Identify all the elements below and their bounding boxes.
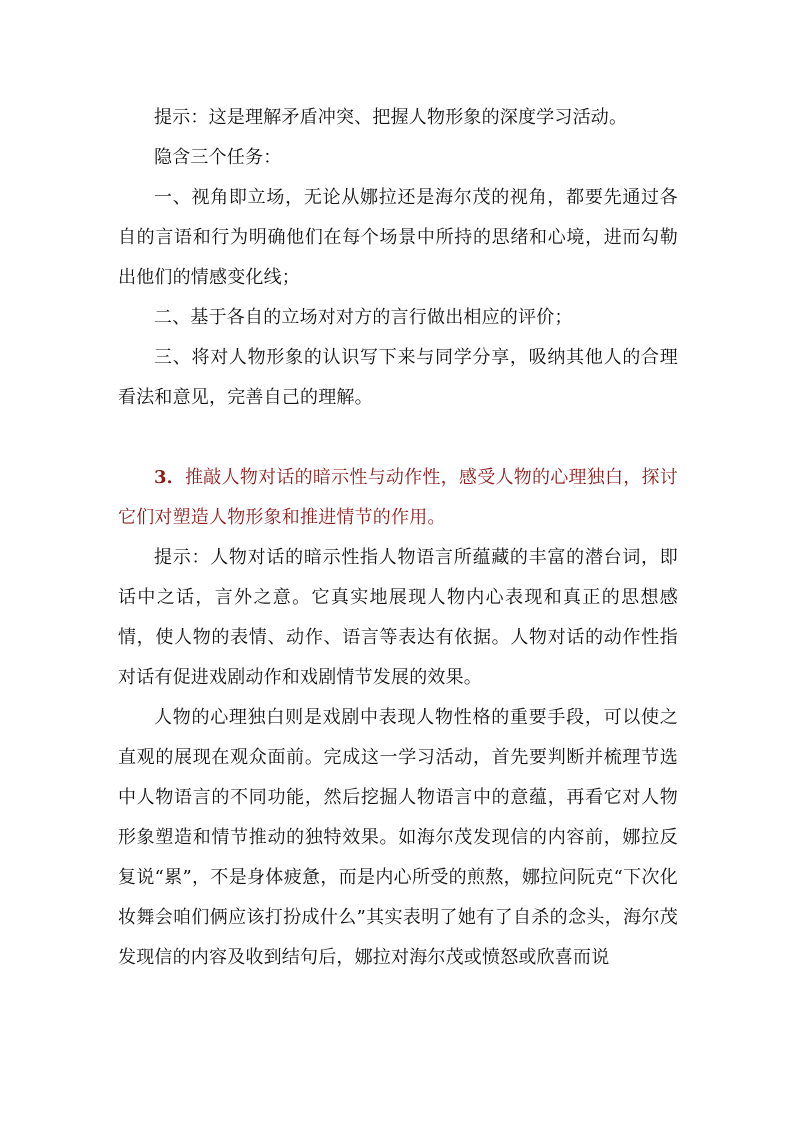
tasks-intro: 隐含三个任务： (154, 147, 282, 168)
monologue-paragraph: 人物的心理独白则是戏剧中表现人物性格的重要手段，可以使之直观的展现在观众面前。完成这一学习活动，首先要判断并梳理节选中人物语言的不同功能，然后挖掘人物语言中的意蕴，再看它对人物形象塑造和情节推动的独特效果。如海尔茂发现信的内容前，娜拉反复说“累”，不是身体疲惫，而是内心所受的煎熬，娜拉问阮克“下次化妆舞会咱们俩应该打扮成什么”其实表明了她有了自杀的念头，海尔茂发现信的内容及收到结句后，娜拉对海尔茂或愤怒或欣喜而说 (118, 707, 678, 968)
document-body (118, 98, 678, 978)
section-gap (118, 418, 678, 458)
task-three: 三、将对人物形象的认识写下来与同学分享，吸纳其他人的合理看法和意见，完善自己的理解。 (118, 347, 678, 408)
section-number: 3． (154, 467, 186, 488)
hint-paragraph: 提示：这是理解矛盾冲突、把握人物形象的深度学习活动。 (154, 107, 628, 128)
section-heading (118, 458, 678, 538)
section-heading-text: 推敲人物对话的暗示性与动作性，感受人物的心理独白，探讨它们对塑造人物形象和推进情节的作用。 (118, 467, 678, 528)
task-two: 二、基于各自的立场对对方的言行做出相应的评价； (154, 307, 573, 328)
task-one: 一、视角即立场，无论从娜拉还是海尔茂的视角，都要先通过各自的言语和行为明确他们在每个场景中所持的思绪和心境，进而勾勒出他们的情感变化线； (118, 187, 678, 288)
dialogue-hint-paragraph: 提示：人物对话的暗示性指人物语言所蕴藏的丰富的潜台词，即话中之话，言外之意。它真实地展现人物内心表现和真正的思想感情，使人物的表情、动作、语言等表达有依据。人物对话的动作性指对话有促进戏剧动作和戏剧情节发展的效果。 (118, 547, 678, 688)
